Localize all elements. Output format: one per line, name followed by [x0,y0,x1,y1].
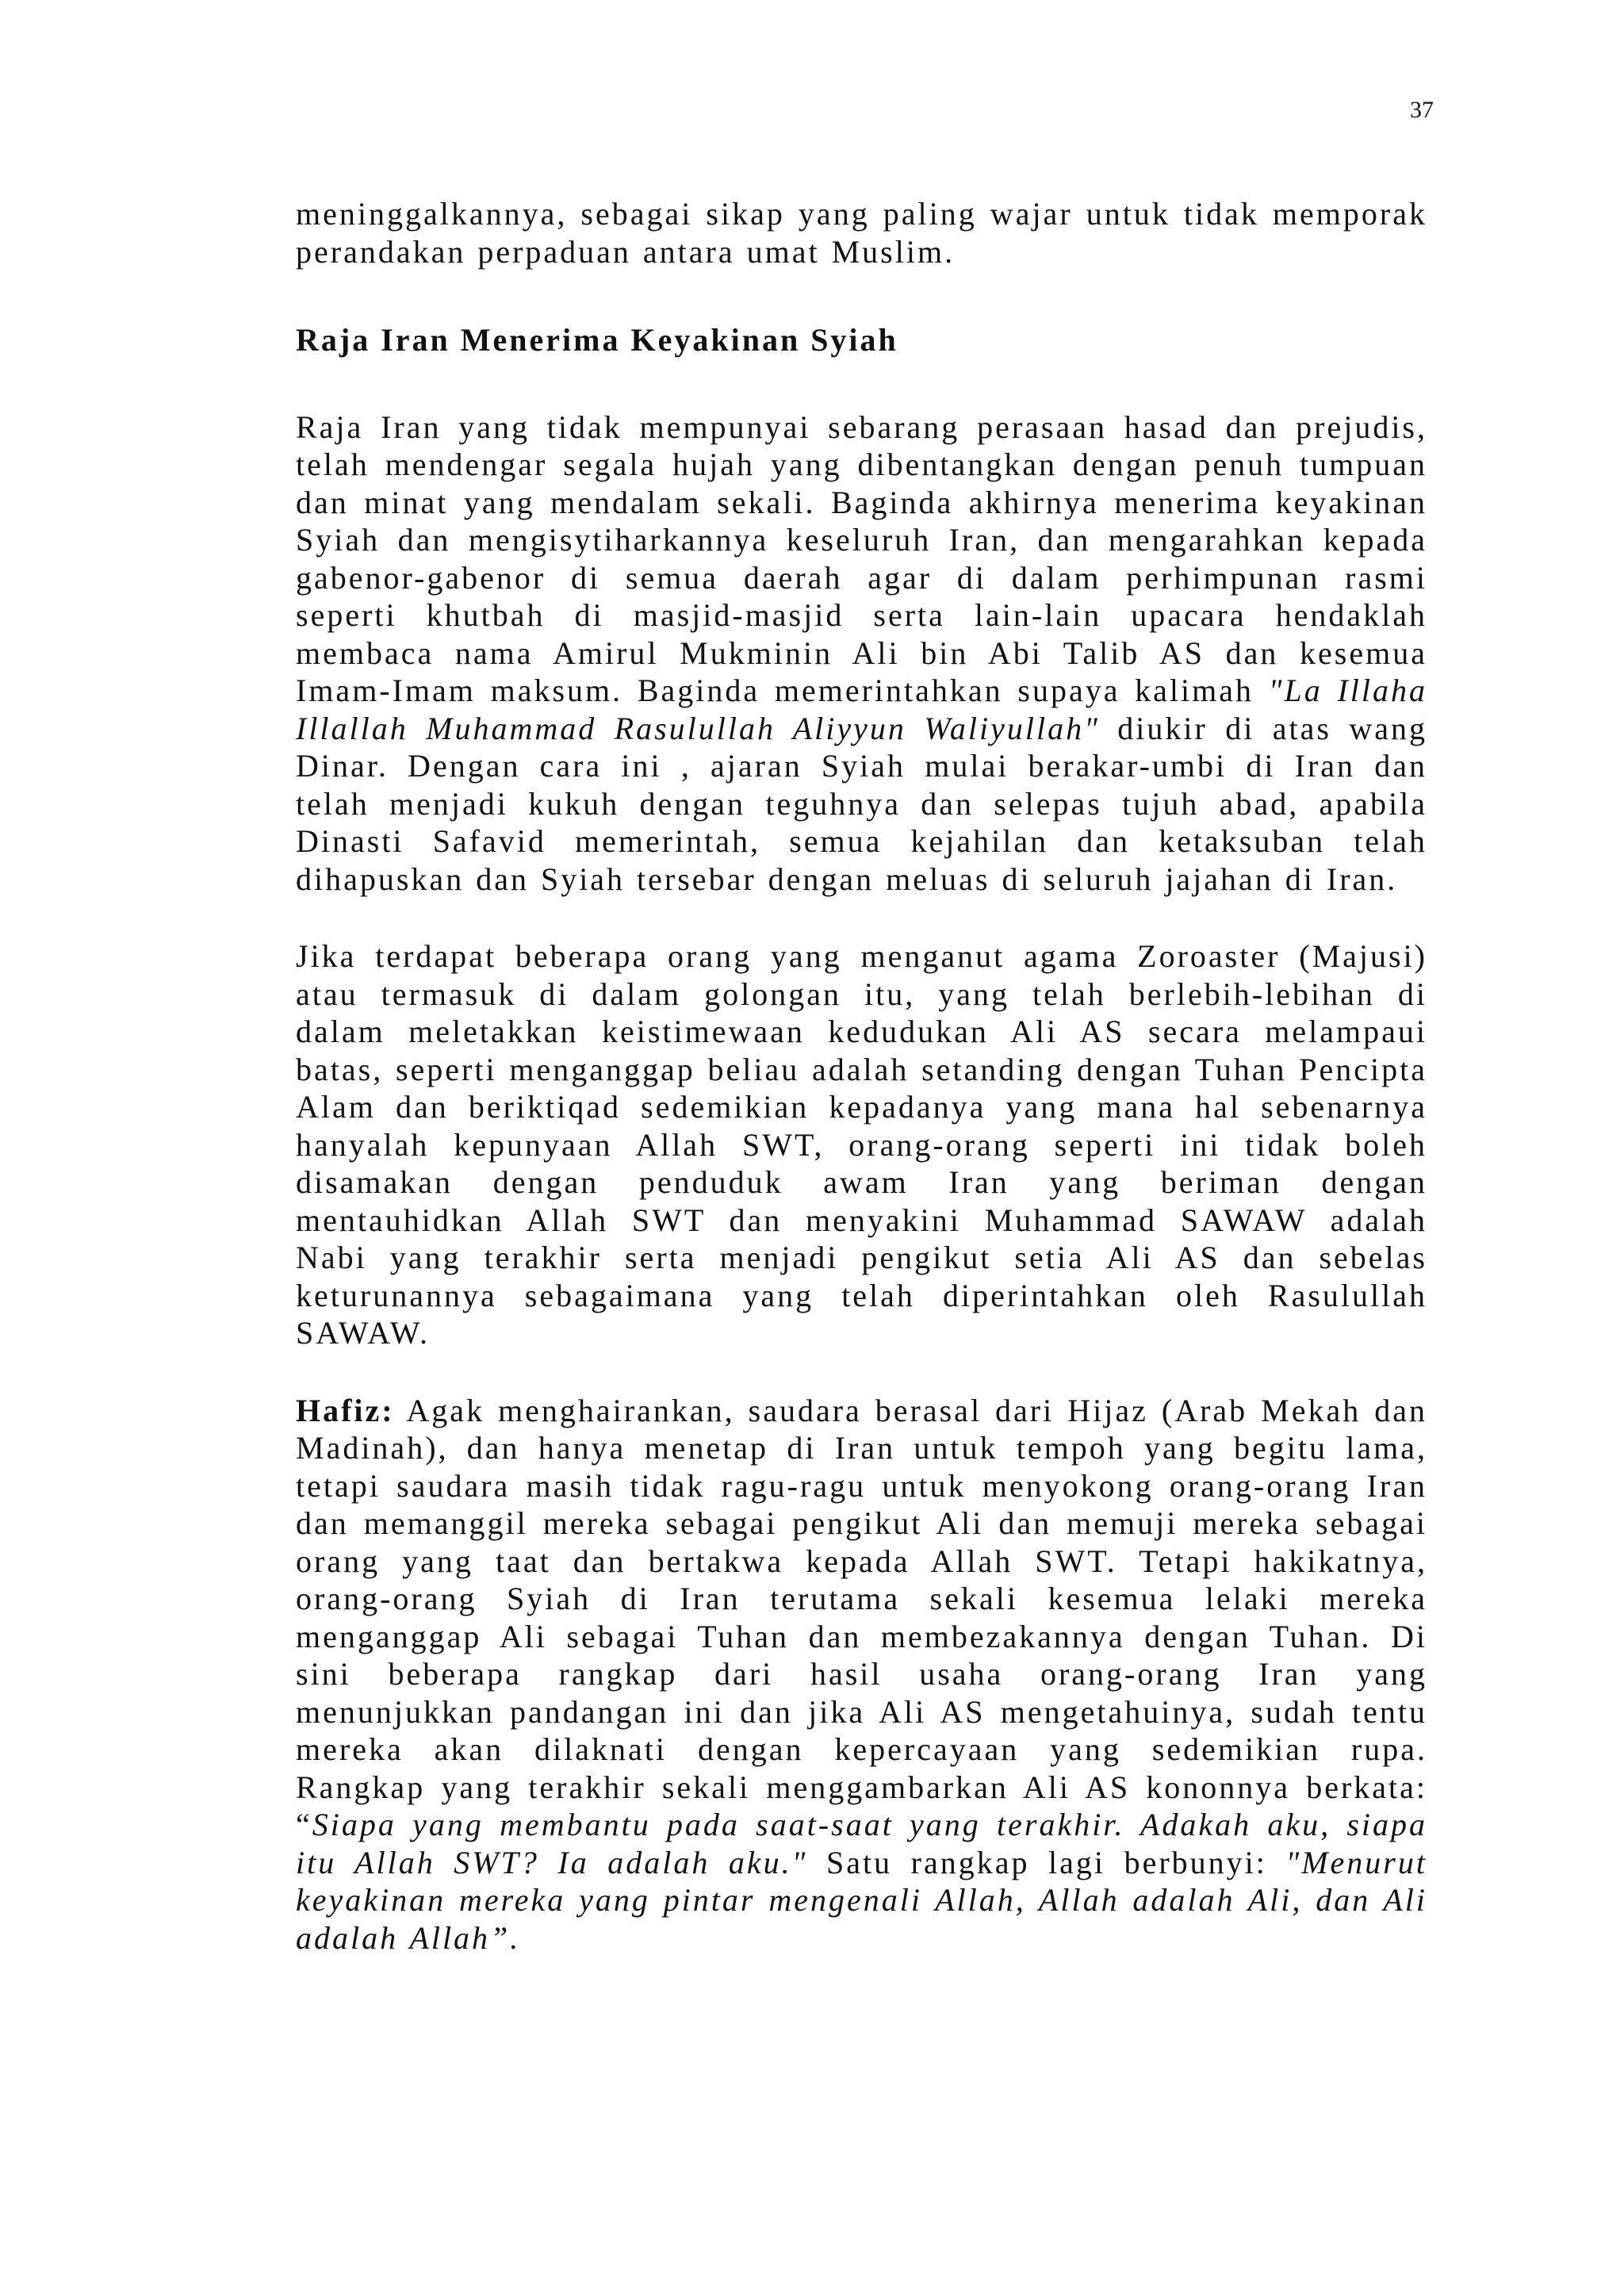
page-number: 37 [1410,97,1434,123]
paragraph-raja-iran [296,408,1427,899]
document-body [296,195,1427,1957]
italic-quote: Siapa yang membantu pada saat-saat yang terakhir. Adakah aku, siapa itu Allah SWT? Ia adalah aku." [296,1807,1427,1880]
paragraph-hafiz [296,1392,1427,1957]
paragraph-text: Raja Iran yang tidak mempunyai sebarang perasaan hasad dan prejudis, telah mendengar segala hujah yang dibentangkan dengan penuh tumpuan dan minat yang mendalam sekali. Baginda akhirnya menerima keyakinan Syiah dan mengisytiharkannya keseluruh Iran, dan mengarahkan kepada gabenor-gabenor di semua daerah agar di dalam perhimpunan rasmi seperti khutbah di masjid-masjid serta lain-lain upacara hendaklah membaca nama Amirul Mukminin Ali bin Abi Talib AS dan kesemua Imam-Imam maksum. Baginda memerintahkan supaya kalimah [296,408,1427,708]
italic-quote: "La Illaha Illallah Muhammad Rasulullah Aliyyun Waliyullah" [296,673,1427,746]
paragraph-text: diukir di atas wang Dinar. Dengan cara ini , ajaran Syiah mulai berakar-umbi di Iran dan telah menjadi kukuh dengan teguhnya dan selepas tujuh abad, apabila Dinasti Safavid memerintah, semua kejahilan dan ketaksuban telah dihapuskan dan Syiah tersebar dengan meluas di seluruh jajahan di Iran. [296,710,1427,897]
italic-quote: "Menurut keyakinan mereka yang pintar mengenali Allah, Allah adalah Ali, dan Ali adalah Allah”. [296,1844,1427,1956]
paragraph-text: Satu rangkap lagi berbunyi: [807,1844,1286,1880]
paragraph-text: Agak menghairankan, saudara berasal dari Hijaz (Arab Mekah dan Madinah), dan hanya menetap di Iran untuk tempoh yang begitu lama, tetapi saudara masih tidak ragu-ragu untuk menyokong orang-orang Iran dan memanggil mereka sebagai pengikut Ali dan memuji mereka sebagai orang yang taat dan bertakwa kepada Allah SWT. Tetapi hakikatnya, orang-orang Syiah di Iran terutama sekali kesemua lelaki mereka menganggap Ali sebagai Tuhan dan membezakannya dengan Tuhan. Di sini beberapa rangkap dari hasil usaha orang-orang Iran yang menunjukkan pandangan ini dan jika Ali AS mengetahuinya, sudah tentu mereka akan dilaknati dengan kepercayaan yang sedemikian rupa. Rangkap yang terakhir sekali menggambarkan Ali AS kononnya berkata: “ [296,1392,1427,1842]
speaker-label: Hafiz: [296,1392,395,1428]
paragraph-zoroaster: Jika terdapat beberapa orang yang menganut agama Zoroaster (Majusi) atau termasuk di dalam golongan itu, yang telah berlebih-lebihan di dalam meletakkan keistimewaan kedudukan Ali AS secara melampaui batas, seperti menganggap beliau adalah setanding dengan Tuhan Pencipta Alam dan beriktiqad sedemikian kepadanya yang mana hal sebenarnya hanyalah kepunyaan Allah SWT, orang-orang seperti ini tidak boleh disamakan dengan penduduk awam Iran yang beriman dengan mentauhidkan Allah SWT dan menyakini Muhammad SAWAW adalah Nabi yang terakhir serta menjadi pengikut setia Ali AS dan sebelas keturunannya sebagaimana yang telah diperintahkan oleh Rasulullah SAWAW. [296,938,1427,1351]
paragraph-continuation: meninggalkannya, sebagai sikap yang paling wajar untuk tidak memporak perandakan perpaduan antara umat Muslim. [296,196,1427,270]
section-heading: Raja Iran Menerima Keyakinan Syiah [296,322,898,358]
